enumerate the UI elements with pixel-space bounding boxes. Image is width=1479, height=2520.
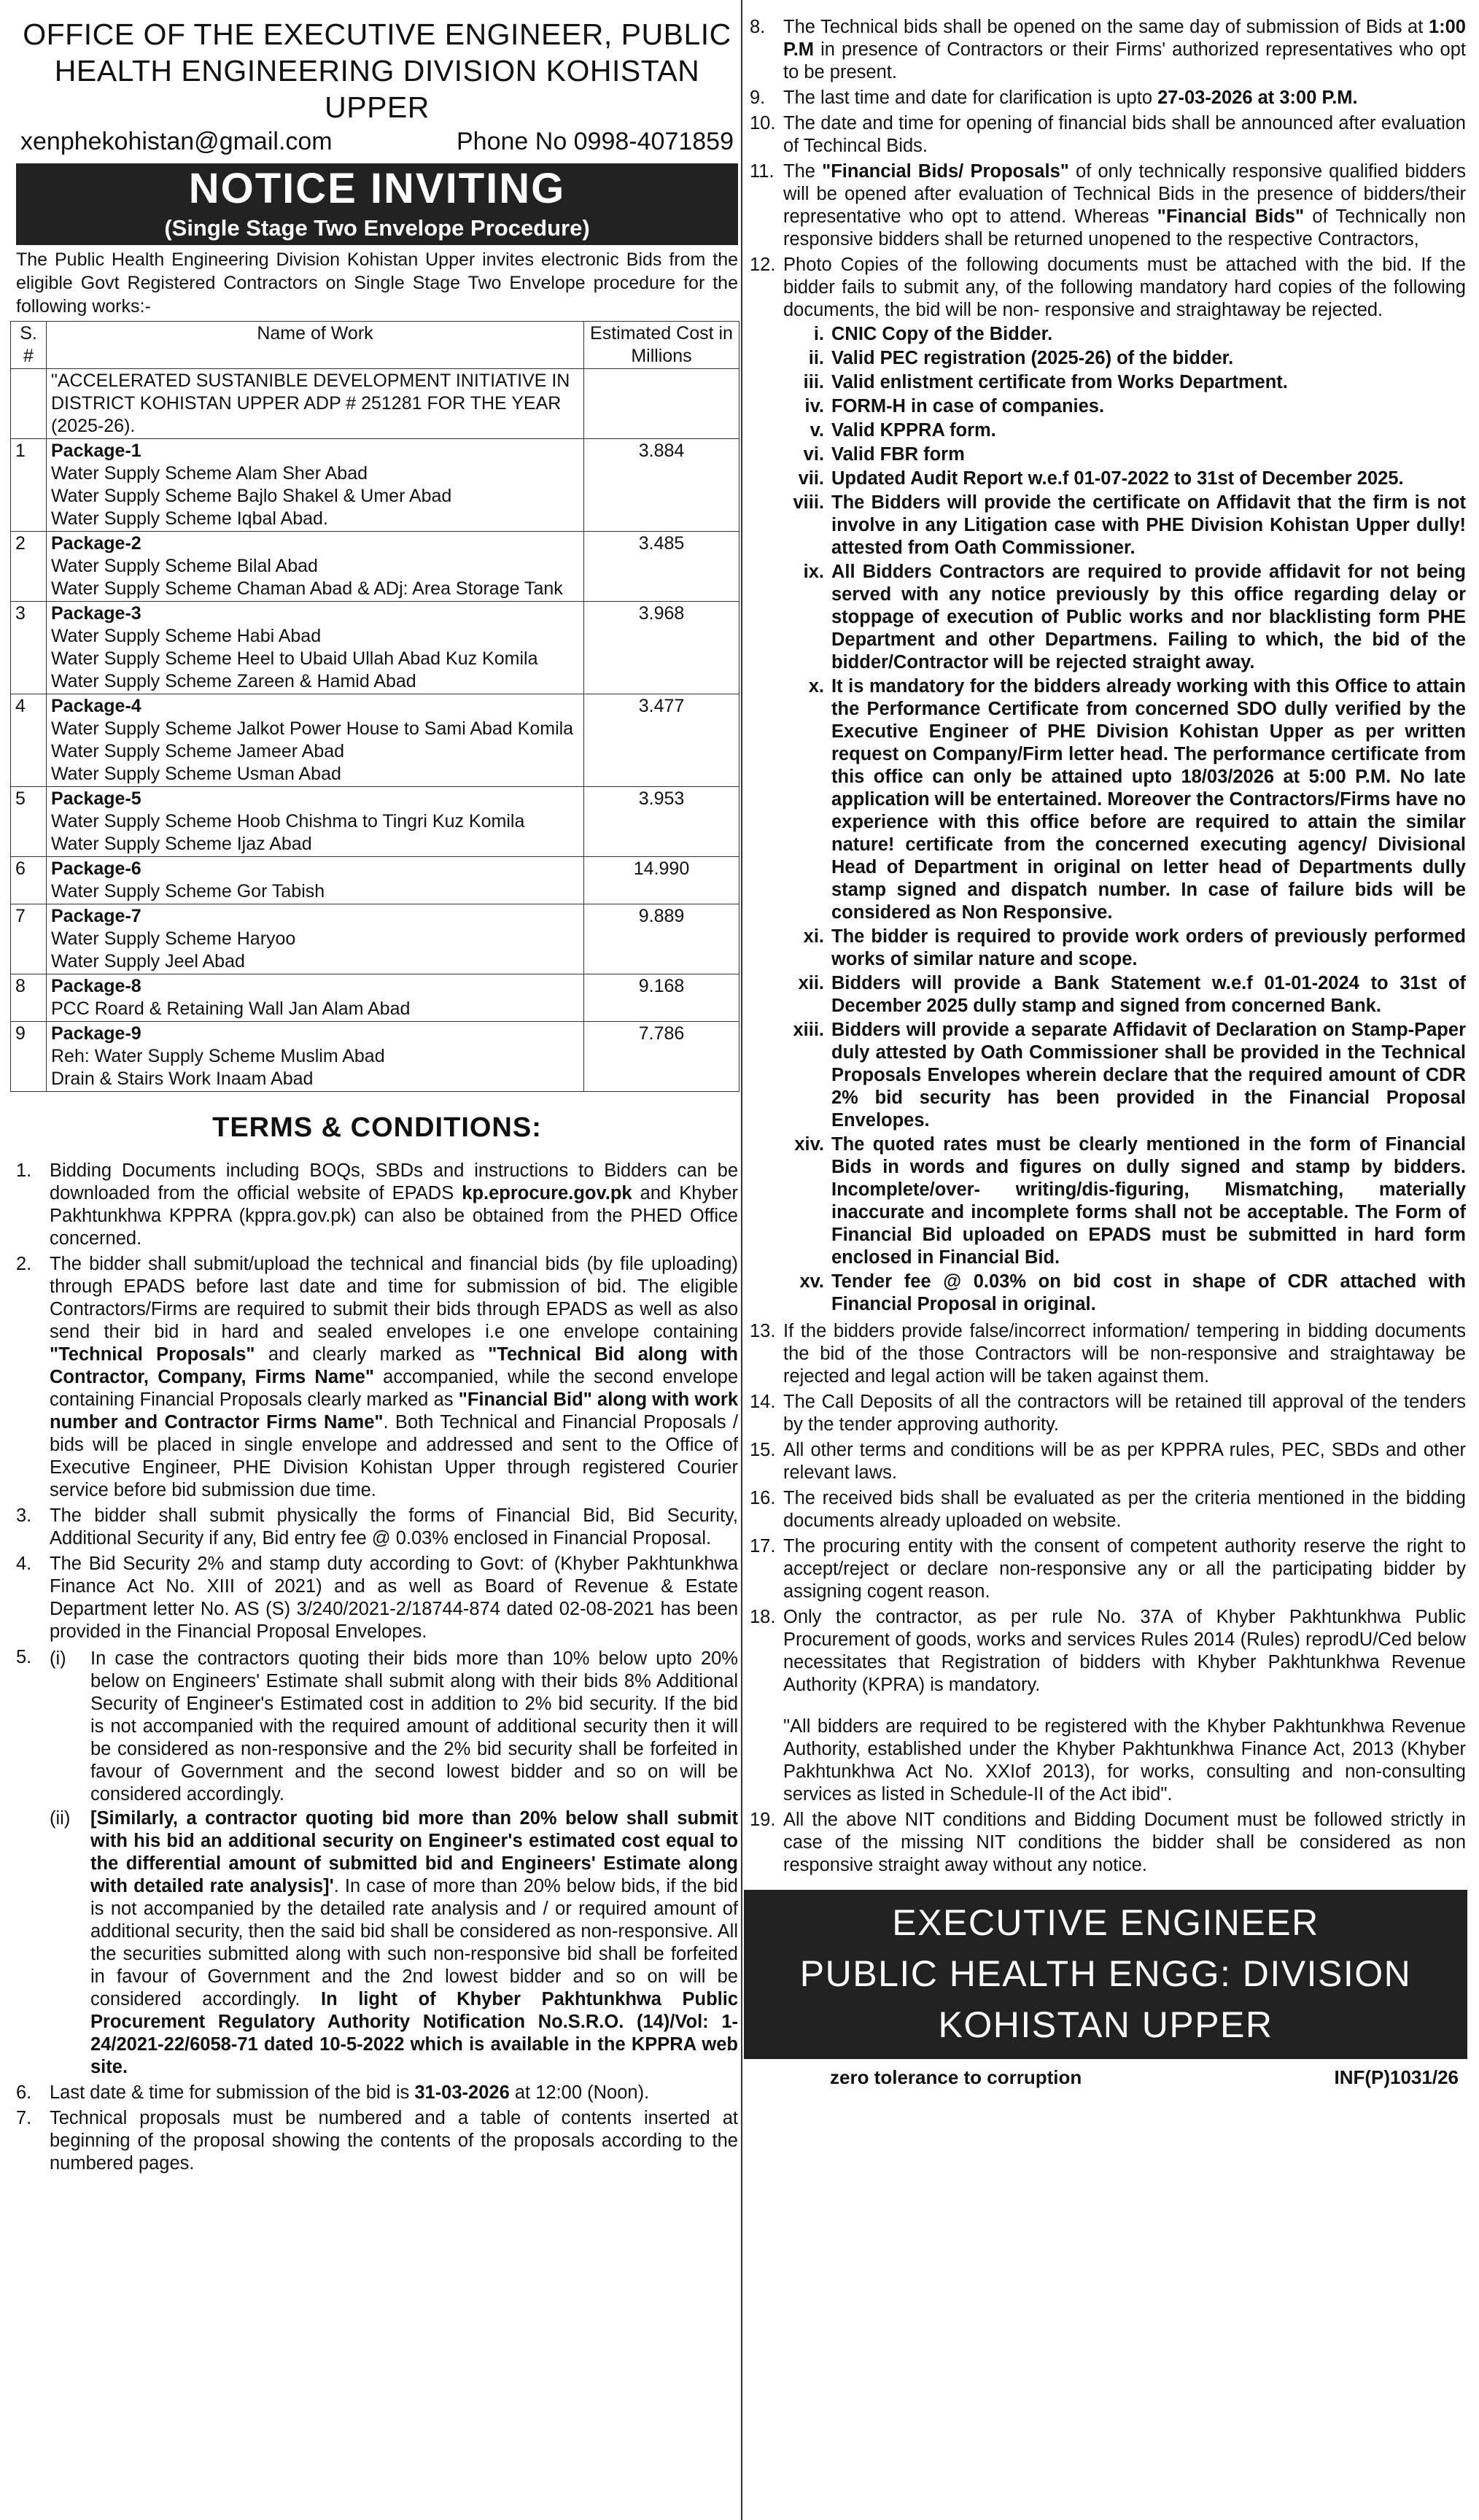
item-number: xii.: [798, 973, 824, 993]
office-title: [16, 16, 738, 125]
term-5-ii: (ii) [Similarly, a contractor quoting bid more than 20% below shall submit with his bid an additional security on Engineer's estimated cost equal to the differential amount of submitted bid and Engineers' Estimate along with detailed rate analysis]'. In case of more than 20% below bids, if the bid is not accompanied by the detailed rate analysis and / or required amount of additional security, then the said bid shall be considered as non-responsive. All the securities submitted along with such non-responsive bid shall be forfeited in favour of Government and the 2nd lowest bidder and so on will be considered accordingly. In light of Khyber Pakhtunkhwa Public Procurement Regulatory Authority Notification No.S.R.O. (14)/Vol: 1-24/2021-22/6058-71 dated 10-5-2022 which is available in the KPPRA web site.: [50, 1808, 739, 2077]
row-sno: 9: [11, 1022, 47, 1092]
signature-line2: PUBLIC HEALTH ENGG: DIVISION: [799, 1953, 1412, 1994]
term-18: 18. Only the contractor, as per rule No. 37A of Khyber Pakhtunkhwa Public Procurement of goods, works and services Rules 2014 (Rules) reprodU/Ced below necessitates that Registration of bidders with Khyber Pakhtunkhwa Revenue Authority (KPRA) is mandatory.: [750, 1607, 1466, 1695]
required-document-item: [783, 443, 1466, 466]
required-document-item: [783, 371, 1466, 394]
required-document-item: [783, 323, 1466, 346]
row-works: [47, 439, 584, 532]
signature-line1: EXECUTIVE ENGINEER: [892, 1902, 1319, 1943]
required-document-item: [783, 347, 1466, 370]
slogan: zero tolerance to corruption: [830, 2066, 1082, 2088]
required-document-item: [783, 926, 1466, 971]
row-cost: 3.884: [584, 439, 740, 532]
terms-list-left: [16, 1160, 738, 2175]
term-4: 4. The Bid Security 2% and stamp duty according to Govt: of (Khyber Pakhtunkhwa Finance Act No. XIII of 2021) and as well as Board of Revenue & Estate Department letter No. AS (S) 3/240/2021-2/18744-874 dated 02-08-2021 has been provided in the Financial Proposal Envelopes.: [16, 1554, 738, 1642]
row-works: [47, 532, 584, 602]
work-item: Water Supply Scheme Ijaz Abad: [51, 834, 312, 854]
item-number: viii.: [793, 492, 824, 513]
reference-number: INF(P)1031/26: [1334, 2066, 1459, 2088]
term-7: 7. Technical proposals must be numbered and a table of contents inserted at beginning of the proposal showing the contents of the proposals according to the numbered pages.: [16, 2108, 738, 2174]
row-cost: 7.786: [584, 1022, 740, 1092]
row-cost: 3.485: [584, 532, 740, 602]
work-item: Water Supply Scheme Jalkot Power House to Sami Abad Komila: [51, 718, 574, 739]
item-text: All Bidders Contractors are required to provide affidavit for not being served with any notice previously by this office regarding delay or stoppage of execution of Public works and nor blacklisting form PHE Department and other Departmens. Failing to which, the bid of the bidder/Contractor will be rejected straight away.: [831, 562, 1466, 672]
required-documents-list: [783, 323, 1466, 1316]
work-item: Water Supply Scheme Jameer Abad: [51, 741, 345, 761]
work-item: Water Supply Scheme Chaman Abad & ADj: Area Storage Tank: [51, 578, 563, 599]
item-text: Valid FBR form: [831, 444, 965, 465]
table-row: [11, 787, 740, 857]
term-3: 3. The bidder shall submit physically the forms of Financial Bid, Bid Security, Additional Security if any, Bid entry fee @ 0.03% enclosed in Financial Proposal.: [16, 1505, 738, 1548]
row-sno: 5: [11, 787, 47, 857]
item-number: xiv.: [794, 1134, 824, 1155]
required-document-item: [783, 1133, 1466, 1269]
work-item: Water Supply Scheme Zareen & Hamid Abad: [51, 671, 416, 691]
package-name: Package-8: [51, 976, 141, 996]
item-text: The bidder is required to provide work orders of previously performed works of similar nature and scope.: [831, 926, 1466, 969]
works-table-header: [11, 322, 740, 369]
item-number: ii.: [808, 348, 824, 368]
required-document-item: [783, 972, 1466, 1017]
row-sno: 4: [11, 694, 47, 787]
term-1: 1. Bidding Documents including BOQs, SBDs and instructions to Bidders can be downloaded from the official website of EPADS kp.eprocure.gov.pk and Khyber Pakhtunkhwa KPPRA (kppra.gov.pk) can also be obtained from the PHED Office concerned.: [16, 1160, 738, 1249]
row-cost: 9.168: [584, 974, 740, 1022]
work-item: Water Supply Scheme Bilal Abad: [51, 556, 318, 576]
notice-subtitle: (Single Stage Two Envelope Procedure): [164, 215, 590, 241]
row-sno: 3: [11, 602, 47, 694]
row-sno: 1: [11, 439, 47, 532]
contact-line: [16, 125, 738, 158]
package-name: Package-7: [51, 906, 141, 926]
item-text: Valid enlistment certificate from Works Department.: [831, 372, 1288, 392]
required-document-item: [783, 468, 1466, 490]
item-text: Valid KPPRA form.: [831, 420, 996, 441]
col-cost: Estimated Cost in Millions: [584, 322, 740, 369]
table-row: [11, 904, 740, 974]
terms-title: TERMS & CONDITIONS:: [212, 1112, 542, 1143]
term-19: 19. All the above NIT conditions and Bidding Document must be followed strictly in case of the missing NIT conditions the bidder shall be considered as non responsive straight away without any notice.: [750, 1810, 1466, 1875]
table-row: [11, 1022, 740, 1092]
work-item: Water Supply Scheme Hoob Chishma to Tingri Kuz Komila: [51, 811, 525, 831]
work-item: Water Supply Scheme Heel to Ubaid Ullah Abad Kuz Komila: [51, 648, 538, 669]
required-document-item: [783, 675, 1466, 924]
work-item: PCC Roard & Retaining Wall Jan Alam Abad: [51, 999, 411, 1019]
work-item: Water Supply Scheme Haryoo: [51, 928, 296, 949]
signature-block: [744, 1890, 1467, 2059]
right-column: [750, 16, 1466, 2089]
term-9: 9. The last time and date for clarification is upto 27-03-2026 at 3:00 P.M.: [750, 88, 1358, 108]
item-text: The Bidders will provide the certificate on Affidavit that the firm is not involve in any Litigation case with PHE Division Kohistan Upper dully! attested from Oath Commissioner.: [831, 492, 1466, 558]
item-number: x.: [808, 676, 824, 697]
required-document-item: [783, 395, 1466, 418]
item-number: i.: [813, 324, 824, 344]
term-17: 17. The procuring entity with the consent of competent authority reserve the right to accept/reject or declare non-responsive any or all the participating bidder by assigning cogent reason.: [750, 1536, 1466, 1602]
row-works: [47, 694, 584, 787]
term-5: 5. (i) In case the contractors quoting their bids more than 10% below upto 20% below on Engineers' Estimate shall submit along with their bids 8% Additional Security of Engineer's Estimated cost in addition to 2% bid security. If the bid is not accompanied with the required amount of additional security then it will be considered as non-responsive and the 2% bid security shall be forfeited in favour of Government and the second lowest bidder and so on will be considered accordingly. (ii) [Similarly, a contractor quoting bid more than 20% below shall submit with his bid an additional security on Engineer's estimated cost equal to the differential amount of submitted bid and Engineers' Estimate along with detailed rate analysis]'. In case of more than 20% below bids, if the bid is not accompanied by the detailed rate analysis and / or required amount of additional security, then the said bid shall be considered as non-responsive. All the securities submitted along with such non-responsive bid shall be forfeited in favour of Government and the 2nd lowest bidder and so on will be considered accordingly. In light of Khyber Pakhtunkhwa Public Procurement Regulatory Authority Notification No.S.R.O. (14)/Vol: 1-24/2021-22/6058-71 dated 10-5-2022 which is available in the KPPRA web site.: [16, 1647, 739, 2077]
row-cost: 3.968: [584, 602, 740, 694]
row-sno: 8: [11, 974, 47, 1022]
item-number: xiii.: [793, 1020, 824, 1040]
work-item: Water Supply Scheme Gor Tabish: [51, 881, 325, 902]
table-row: [11, 857, 740, 904]
works-table: [10, 321, 740, 1092]
office-title-line1: OFFICE OF THE EXECUTIVE ENGINEER, PUBLIC: [23, 18, 731, 51]
term-14: 14. The Call Deposits of all the contractors will be retained till approval of the tenders by the tender approving authority.: [750, 1392, 1466, 1435]
table-row: [11, 532, 740, 602]
term-13: 13. If the bidders provide false/incorrect information/ tempering in bidding documents the bid of the those Contractors will be non-responsive and straightaway be rejected and legal action will be taken against them.: [750, 1321, 1466, 1387]
left-column: [16, 16, 738, 2178]
item-number: xi.: [803, 926, 824, 947]
package-name: Package-4: [51, 696, 141, 716]
row-cost: 9.889: [584, 904, 740, 974]
term-12: 12. Photo Copies of the following documents must be attached with the bid. If the bidder fails to submit any, of the following mandatory hard copies of the following documents, the bid will be non- responsive and straightaway be rejected. i. CNIC Copy of the Bidder. ii. Valid PEC registration (2025-26) of the bidder. iii. Valid enlistment certificate from Works Department. iv. FORM-H in case of companies. v. Valid KPPRA form. vi. Valid FBR form vii. Updated Audit Report w.e.f 01-07-2022 to 31st of December 2025. viii. The Bidders will provide the certificate on Affidavit that the firm is not involve in any Litigation case with PHE Division Kohistan Upper dully! attested from Oath Commissioner. ix. All Bidders Contractors are required to provide affidavit for not being served with any notice previously by this office regarding delay or stoppage of execution of Public works and nor blacklisting form PHE Department and other Departmens. Failing to which, the bid of the bidder/Contractor will be rejected straight away. x. It is mandatory for the bidders already working with this Office to attain the Performance Certificate from concerned SDO dully verified by the Executive Engineer of PHE Division Kohistan Upper as per written request on Company/Firm letter head. The performance certificate from this office can only be attained upto 18/03/2026 at 5:00 P.M. No late application will be entertained. Moreover the Contractors/Firms have no experience with this office before are required to attain the similar nature! certificate from the concerned executing agency/ Divisional Head of Department in original on letter head of Departments dully stamp signed and dispatch number. In case of failure bids will be considered as Non Responsive. xi. The bidder is required to provide work orders of previously performed works of similar nature and scope. xii. Bidders will provide a Bank Statement w.e.f 01-01-2024 to 31st of December 2025 dully stamp and signed from concerned Bank. xiii. Bidders will provide a separate Affidavit of Declaration on Stamp-Paper duly attested by Oath Commissioner shall be provided in the Technical Proposals Envelopes wherein declare that the required amount of CDR 2% bid security has been provided in the Financial Proposal Envelopes. xiv. The quoted rates must be clearly mentioned in the form of Financial Bids in words and figures on dully signed and stamp by bidders. Incomplete/over- writing/dis-figuring, Mismatching, materially inaccurate and incomplete forms shall not be acceptable. The Form of Financial Bid uploaded on EPADS must be submitted in hard form enclosed in Financial Bid. xv. Tender fee @ 0.03% on bid cost in shape of CDR attached with Financial Proposal in original.: [750, 255, 1467, 1314]
term-15: 15. All other terms and conditions will be as per KPPRA rules, PEC, SBDs and other relevant laws.: [750, 1440, 1466, 1483]
item-text: FORM-H in case of companies.: [831, 396, 1105, 416]
row-cost: 14.990: [584, 857, 740, 904]
term-6: 6. Last date & time for submission of the bid is 31-03-2026 at 12:00 (Noon).: [16, 2082, 650, 2103]
row-works: [47, 787, 584, 857]
item-number: vi.: [803, 444, 824, 465]
col-sno: S. #: [11, 322, 47, 369]
item-number: iv.: [804, 396, 824, 416]
row-sno: 7: [11, 904, 47, 974]
required-document-item: [783, 1271, 1466, 1316]
program-heading: "ACCELERATED SUSTANIBLE DEVELOPMENT INITIATIVE IN DISTRICT KOHISTAN UPPER ADP # 251281 FOR THE YEAR (2025-26).: [47, 369, 584, 439]
signature-line3: KOHISTAN UPPER: [938, 2004, 1273, 2045]
row-works: [47, 1022, 584, 1092]
row-cost: 3.953: [584, 787, 740, 857]
package-name: Package-5: [51, 788, 141, 809]
term-2: 2. The bidder shall submit/upload the technical and financial bids (by file uploading) through EPADS before last date and time for submission of bid. The eligible Contractors/Firms are required to submit their bids through EPADS as well as also send their bid in hard and sealed envelopes i.e one envelope containing "Technical Proposals" and clearly marked as "Technical Bid along with Contractor, Company, Firms Name" accompanied, while the second envelope containing Financial Proposals clearly marked as "Financial Bid" along with work number and Contractor Firms Name". Both Technical and Financial Proposals / bids will be placed in single envelope and addressed and sent to the Office of Executive Engineer, PHE Division Kohistan Upper through registered Courier service before bid submission due time.: [16, 1254, 739, 1500]
work-item: Water Supply Scheme Usman Abad: [51, 764, 341, 784]
table-row: [11, 974, 740, 1022]
package-name: Package-1: [51, 441, 141, 461]
row-cost: 3.477: [584, 694, 740, 787]
work-item: Water Supply Scheme Iqbal Abad.: [51, 508, 328, 529]
item-text: CNIC Copy of the Bidder.: [831, 324, 1053, 344]
item-text: Updated Audit Report w.e.f 01-07-2022 to 31st of December 2025.: [831, 468, 1404, 489]
item-text: Valid PEC registration (2025-26) of the bidder.: [831, 348, 1234, 368]
item-number: vii.: [798, 468, 824, 489]
required-document-item: [783, 1019, 1466, 1132]
bottom-line: [750, 2066, 1466, 2089]
term-11: 11. The "Financial Bids/ Proposals" of only technically responsive qualified bidders will be opened after evaluation of Technical Bids in the presence of bidders/their representative who opt to attend. Whereas "Financial Bids" of Technically non responsive bidders shall be returned unopened to the respective Contractors,: [750, 161, 1466, 249]
work-item: Water Supply Scheme Habi Abad: [51, 626, 322, 646]
intro-paragraph: The Public Health Engineering Division Kohistan Upper invites electronic Bids from the eligible Govt Registered Contractors on Single Stage Two Envelope procedure for the following works:-: [16, 249, 738, 317]
term-5-i: (i) In case the contractors quoting their bids more than 10% below upto 20% below on Engineers' Estimate shall submit along with their bids 8% Additional Security of Engineer's Estimated cost in addition to 2% bid security. If the bid is not accompanied with the required amount of additional security then it will be considered as non-responsive and the 2% bid security shall be forfeited in favour of Government and the second lowest bidder and so on will be considered accordingly.: [50, 1648, 738, 1804]
row-sno: 2: [11, 532, 47, 602]
item-text: It is mandatory for the bidders already working with this Office to attain the Performance Certificate from concerned SDO dully verified by the Executive Engineer of PHE Division Kohistan Upper as per written request on Company/Firm letter head. The performance certificate from this office can only be attained upto 18/03/2026 at 5:00 P.M. No late application will be entertained. Moreover the Contractors/Firms have no experience with this office before are required to attain the similar nature! certificate from the concerned executing agency/ Divisional Head of Department in original on letter head of Departments dully stamp signed and dispatch number. In case of failure bids will be considered as Non Responsive.: [831, 676, 1467, 923]
terms-list-right: [750, 16, 1466, 1697]
package-name: Package-9: [51, 1023, 141, 1044]
row-works: [47, 857, 584, 904]
work-item: Drain & Stairs Work Inaam Abad: [51, 1069, 314, 1089]
office-phone: Phone No 0998-4071859: [457, 128, 734, 155]
item-number: ix.: [803, 562, 824, 582]
item-number: v.: [810, 420, 824, 441]
table-row: [11, 439, 740, 532]
item-text: Tender fee @ 0.03% on bid cost in shape of CDR attached with Financial Proposal in original.: [831, 1271, 1466, 1314]
item-text: The quoted rates must be clearly mentioned in the form of Financial Bids in words and figures on dully signed and stamp by bidders. Incomplete/over- writing/dis-figuring, Mismatching, materially inaccurate and incomplete forms shall not be acceptable. The Form of Financial Bid uploaded on EPADS must be submitted in hard form enclosed in Financial Bid.: [831, 1134, 1466, 1268]
row-sno: 6: [11, 857, 47, 904]
work-item: Water Supply Jeel Abad: [51, 951, 245, 972]
row-works: [47, 904, 584, 974]
package-name: Package-2: [51, 533, 141, 554]
kpra-quote: "All bidders are required to be registered with the Khyber Pakhtunkhwa Revenue Authority, established under the Khyber Pakhtunkhwa Finance Act, 2013 (Khyber Pakhtunkhwa Act No. XXIof 2013), for works, consulting and non-consulting services as listed in Schedule-II of the Act ibid".: [783, 1716, 1466, 1804]
office-email: xenphekohistan@gmail.com: [20, 128, 333, 155]
package-name: Package-6: [51, 858, 141, 879]
column-divider: [741, 0, 742, 2520]
required-document-item: [783, 492, 1466, 559]
table-row: [11, 694, 740, 787]
package-name: Package-3: [51, 603, 141, 624]
office-title-line2: HEALTH ENGINEERING DIVISION KOHISTAN UPPER: [54, 54, 700, 124]
notice-title: NOTICE INVITING: [188, 165, 566, 212]
work-item: Water Supply Scheme Alam Sher Abad: [51, 463, 368, 484]
work-item: Water Supply Scheme Bajlo Shakel & Umer Abad: [51, 486, 452, 506]
item-number: xv.: [799, 1271, 824, 1292]
notice-banner: [16, 163, 738, 245]
required-document-item: [783, 561, 1466, 674]
term-16: 16. The received bids shall be evaluated as per the criteria mentioned in the bidding documents already uploaded on website.: [750, 1488, 1466, 1531]
item-text: Bidders will provide a separate Affidavit of Declaration on Stamp-Paper duly attested by Oath Commissioner shall be provided in the Technical Proposals Envelopes wherein declare that the required amount of CDR 2% bid security has been provided in the Financial Proposal Envelopes.: [831, 1020, 1466, 1131]
table-heading-row: [11, 369, 740, 439]
row-works: [47, 974, 584, 1022]
term-8: 8. The Technical bids shall be opened on the same day of submission of Bids at 1:00 P.M in presence of Contractors or their Firms' authorized representatives who opt to be present.: [750, 17, 1466, 82]
item-text: Bidders will provide a Bank Statement w.e.f 01-01-2024 to 31st of December 2025 dully stamp and signed from concerned Bank.: [831, 973, 1466, 1016]
work-item: Reh: Water Supply Scheme Muslim Abad: [51, 1046, 385, 1066]
term-10: 10. The date and time for opening of financial bids shall be announced after evaluation of Techincal Bids.: [750, 113, 1466, 156]
row-works: [47, 602, 584, 694]
item-number: iii.: [803, 372, 824, 392]
table-row: [11, 602, 740, 694]
col-name: Name of Work: [47, 322, 584, 369]
required-document-item: [783, 419, 1466, 442]
